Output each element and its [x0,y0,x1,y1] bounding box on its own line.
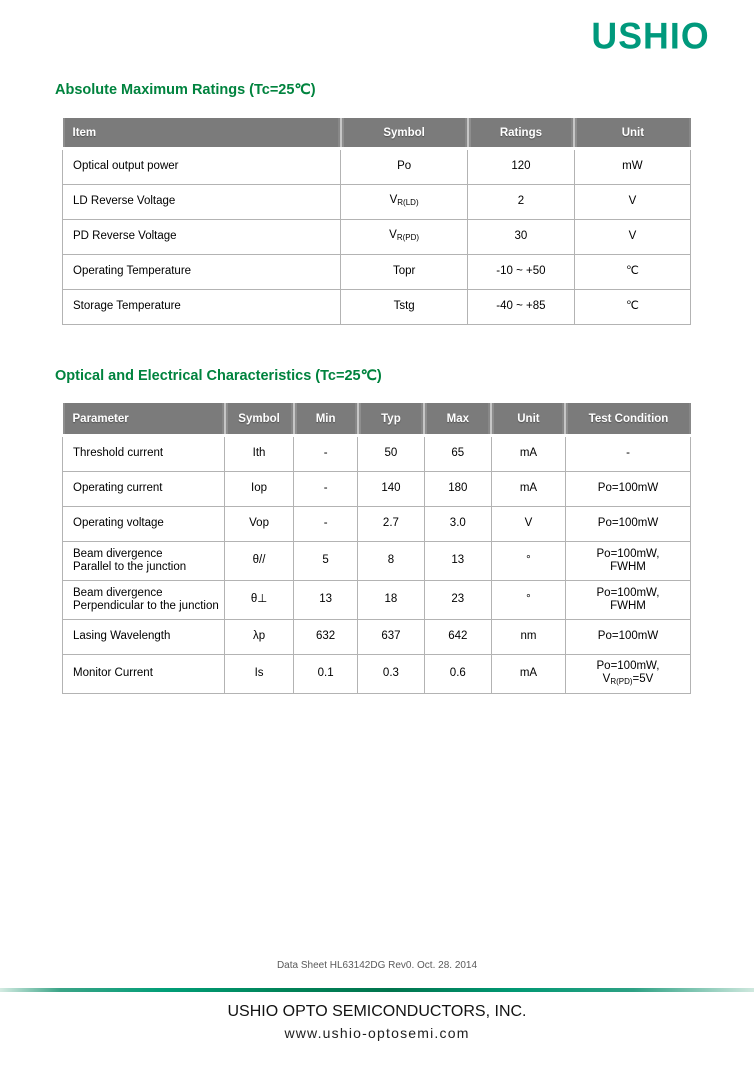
ratings-cell: 120 [468,149,575,185]
table-row [63,542,691,581]
symbol-cell: Vop [225,507,294,542]
table-row [63,290,691,325]
typ-cell: 140 [358,472,425,507]
unit-cell: ° [491,542,565,581]
item-cell: LD Reverse Voltage [63,185,341,220]
min-cell: 632 [294,620,358,655]
parameter-cell: Beam divergence Perpendicular to the junction [63,581,225,620]
test-condition-cell: Po=100mW [565,620,690,655]
test-condition-cell: - [565,436,690,472]
column-header-unit: Unit [491,403,565,436]
symbol-cell: λp [225,620,294,655]
table-row [63,581,691,620]
company-name: USHIO OPTO SEMICONDUCTORS, INC. [227,1003,527,1020]
parameter-cell: Beam divergence Parallel to the junction [63,542,225,581]
max-cell: 0.6 [424,655,491,694]
typ-cell: 18 [358,581,425,620]
table-row [63,507,691,542]
footer-divider-line [0,988,754,992]
unit-cell: V [574,185,690,220]
absolute-maximum-ratings-table [62,118,691,325]
unit-cell: ° [491,581,565,620]
max-cell: 180 [424,472,491,507]
amr-header-row [63,118,691,149]
column-header-test-condition: Test Condition [565,403,690,436]
typ-cell: 2.7 [358,507,425,542]
parameter-cell: Lasing Wavelength [63,620,225,655]
typ-cell: 0.3 [358,655,425,694]
symbol-cell: Po [341,149,468,185]
max-cell: 65 [424,436,491,472]
symbol-cell: Ith [225,436,294,472]
unit-cell: ℃ [574,290,690,325]
document-info: Data Sheet HL63142DG Rev0. Oct. 28. 2014 [276,960,478,971]
symbol-cell: Is [225,655,294,694]
table-row [63,655,691,694]
symbol-cell: Topr [341,255,468,290]
test-condition-cell: Po=100mW [565,507,690,542]
symbol-cell: $V_{R(PD)}$ [341,220,468,255]
max-cell: 23 [424,581,491,620]
section-title-optical-electrical-characteristics: Optical and Electrical Characteristics (Tc=25℃) [55,368,382,384]
table-row [63,185,691,220]
optical-electrical-characteristics-table [62,403,691,694]
typ-cell: 50 [358,436,425,472]
table-row [63,620,691,655]
section-title-absolute-maximum-ratings: Absolute Maximum Ratings (Tc=25℃) [55,82,316,98]
min-cell: - [294,507,358,542]
symbol-cell: Tstg [341,290,468,325]
ratings-cell: 30 [468,220,575,255]
column-header-parameter: Parameter [63,403,225,436]
unit-cell: V [491,507,565,542]
symbol-cell: θ// [225,542,294,581]
min-cell: 5 [294,542,358,581]
table-row [63,220,691,255]
unit-cell: mA [491,436,565,472]
ratings-cell: -10 ~ +50 [468,255,575,290]
parameter-cell: Operating voltage [63,507,225,542]
ratings-cell: 2 [468,185,575,220]
parameter-cell: Operating current [63,472,225,507]
column-header-symbol: Symbol [341,118,468,149]
min-cell: - [294,472,358,507]
unit-cell: V [574,220,690,255]
unit-cell: nm [491,620,565,655]
column-header-typ: Typ [358,403,425,436]
column-header-symbol: Symbol [225,403,294,436]
item-cell: PD Reverse Voltage [63,220,341,255]
test-condition-cell: Po=100mW [565,472,690,507]
ushio-logo: USHIO [591,16,710,58]
column-header-unit: Unit [574,118,690,149]
test-condition-cell: Po=100mW, FWHM [565,581,690,620]
parameter-cell: Threshold current [63,436,225,472]
item-cell: Optical output power [63,149,341,185]
column-header-min: Min [294,403,358,436]
unit-cell: ℃ [574,255,690,290]
table-row [63,472,691,507]
table-row [63,149,691,185]
table-row [63,255,691,290]
column-header-max: Max [424,403,491,436]
unit-cell: mA [491,655,565,694]
min-cell: 0.1 [294,655,358,694]
symbol-cell: θ⊥ [225,581,294,620]
item-cell: Operating Temperature [63,255,341,290]
table-row [63,436,691,472]
symbol-cell: $V_{R(LD)}$ [341,185,468,220]
ratings-cell: -40 ~ +85 [468,290,575,325]
typ-cell: 8 [358,542,425,581]
symbol-cell: Iop [225,472,294,507]
max-cell: 3.0 [424,507,491,542]
min-cell: 13 [294,581,358,620]
column-header-item: Item [63,118,341,149]
test-condition-cell: Po=100mW, FWHM [565,542,690,581]
parameter-cell: Monitor Current [63,655,225,694]
typ-cell: 637 [358,620,425,655]
min-cell: - [294,436,358,472]
company-website: www.ushio-optosemi.com [284,1025,470,1041]
unit-cell: mW [574,149,690,185]
unit-cell: mA [491,472,565,507]
test-condition-cell: Po=100mW, $V_{R(PD)}=5V$ [565,655,690,694]
item-cell: Storage Temperature [63,290,341,325]
oec-header-row [63,403,691,436]
max-cell: 13 [424,542,491,581]
column-header-ratings: Ratings [468,118,575,149]
max-cell: 642 [424,620,491,655]
